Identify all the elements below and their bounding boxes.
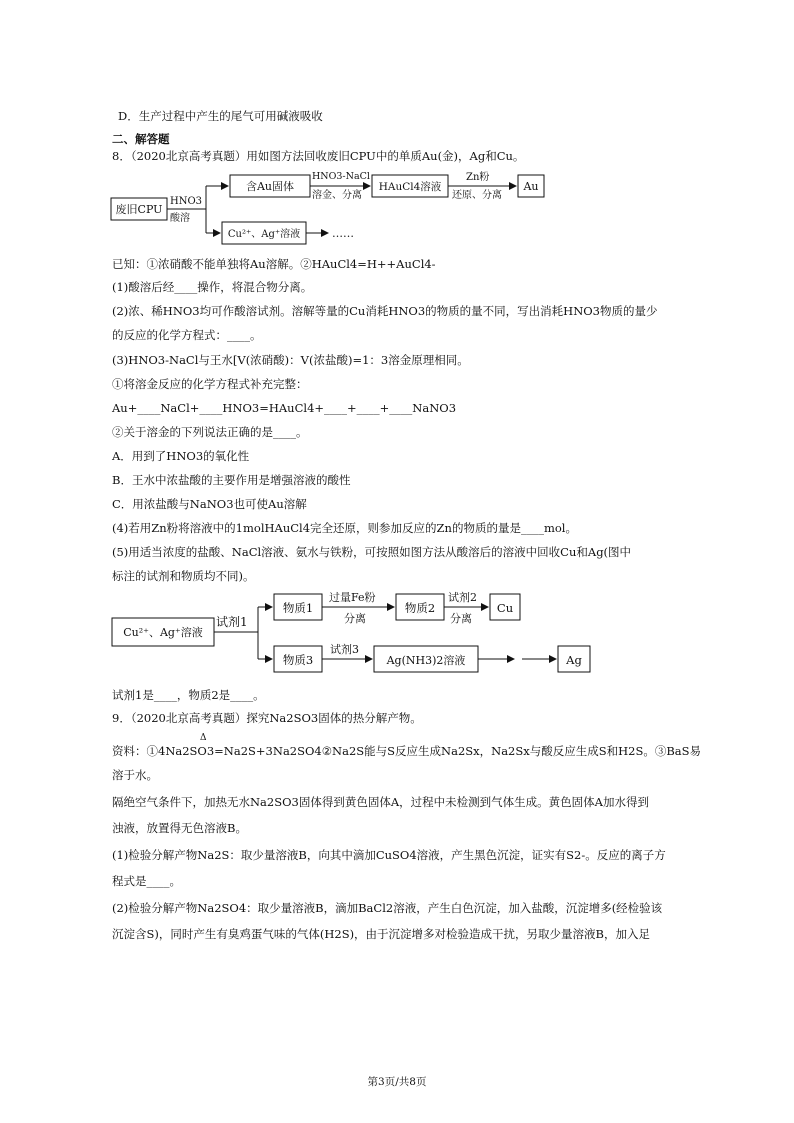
q9-title: 9．（2020北京高考真题）探究Na2SO3固体的热分解产物。 [112,711,422,725]
box-haucl4-label: HAuCl4溶液 [378,181,442,193]
reagent2-top: 试剂2 [448,591,477,604]
q8-option-b: B．王水中浓盐酸的主要作用是增强溶液的酸性 [112,473,351,487]
box-substance2-label: 物质2 [404,601,436,615]
q9-para1b: 浊液，放置得无色溶液B。 [112,821,247,835]
q8-answer-line: 试剂1是____，物质2是____。 [112,688,265,702]
q7-option-d: D．生产过程中产生的尾气可用碱液吸收 [118,109,323,123]
section-heading: 二、解答题 [112,132,170,146]
q9-part1b: 程式是____。 [112,874,181,888]
q8-title: 8．（2020北京高考真题）用如图方法回收废旧CPU中的单质Au(金)，Ag和Cu。 [112,149,525,163]
q9-para1a: 隔绝空气条件下，加热无水Na2SO3固体得到黄色固体A，过程中未检测到气体生成。黄色固体A加水得到 [112,795,649,809]
box-substance1-label: 物质1 [282,601,314,615]
reagent1-label: 试剂1 [216,615,248,629]
arrow2-bottom: 溶金、分离 [312,190,362,201]
flow1-ellipsis: …… [332,227,354,240]
box-ag-label: Ag [566,653,582,667]
arrow3-top: Zn粉 [466,172,490,183]
q8-part3-1: ①将溶金反应的化学方程式补充完整： [112,377,308,391]
q8-option-a: A．用到了HNO3的氧化性 [112,449,250,463]
q9-part2a: (2)检验分解产物Na2SO4：取少量溶液B，滴加BaCl2溶液，产生白色沉淀，加入盐酸，沉淀增多(经检验该 [112,901,663,915]
q8-option-c: C．用浓盐酸与NaNO3也可使Au溶解 [112,497,307,511]
fe-arrow-bottom: 分离 [344,612,366,625]
q8-part3-2: ②关于溶金的下列说法正确的是____。 [112,425,308,439]
q8-part5b: 标注的试剂和物质均不同)。 [112,569,255,583]
q8-known: 已知：①浓硝酸不能单独将Au溶解。②HAuCl4=H++AuCl4- [112,257,436,271]
box-substance3-label: 物质3 [282,653,314,667]
q8-part3: (3)HNO3-NaCl与王水[V(浓硝酸)：V(浓盐酸)=1：3溶金原理相同。 [112,353,469,367]
q8-flow-diagram-2 [108,588,598,680]
box-cu-label: Cu [496,601,514,615]
box-agnh3-solution-label: Ag(NH3)2溶液 [386,654,466,667]
reagent2-bottom: 分离 [450,612,472,625]
q9-info2: 溶于水。 [112,768,158,782]
box-waste-cpu-label: 废旧CPU [115,203,163,216]
q9-part2b: 沉淀含S)，同时产生有臭鸡蛋气味的气体(H2S)，由于沉淀增多对检验造成干扰，另取少量溶液B，加入足 [112,927,651,941]
box-cu-ag-solution-label: Cu²⁺、Ag⁺溶液 [227,229,301,240]
arrow1-bottom: 酸溶 [170,213,190,224]
reagent3-top: 试剂3 [330,643,359,656]
q8-flow-diagram-1 [108,168,558,248]
box-au-label: Au [523,180,539,193]
q8-part2b: 的反应的化学方程式：____。 [112,328,262,342]
box-au-solid-label: 含Au固体 [245,180,295,193]
page-footer: 第3页/共8页 [367,1076,427,1088]
q9-info1: 资料：①4Na2SO3=Na2S+3Na2SO4②Na2S能与S反应生成Na2Sx，Na2Sx与酸反应生成S和H2S。③BaS易 [112,744,702,758]
q8-part5a: (5)用适当浓度的盐酸、NaCl溶液、氨水与铁粉，可按照如图方法从酸溶后的溶液中回收Cu和Ag(图中 [112,545,632,559]
q8-equation: Au+____NaCl+____HNO3=HAuCl4+____+____+____NaNO3 [112,401,457,415]
box-start-solution-label: Cu²⁺、Ag⁺溶液 [123,626,203,639]
arrow3-bottom: 还原、分离 [452,190,502,201]
q9-delta: Δ [200,733,207,743]
q8-part4: (4)若用Zn粉将溶液中的1molHAuCl4完全还原，则参加反应的Zn的物质的量是____mol。 [112,521,577,535]
fe-arrow-top: 过量Fe粉 [329,591,376,604]
q8-part1: (1)酸溶后经____操作，将混合物分离。 [112,280,313,294]
q9-part1a: (1)检验分解产物Na2S：取少量溶液B，向其中滴加CuSO4溶液，产生黑色沉淀，证实有S2-。反应的离子方 [112,848,666,862]
arrow1-top: HNO3 [170,196,203,207]
arrow2-top: HNO3-NaCl [312,171,370,182]
q8-part2a: (2)浓、稀HNO3均可作酸溶试剂。溶解等量的Cu消耗HNO3的物质的量不同，写出消耗HNO3物质的量少 [112,304,658,318]
